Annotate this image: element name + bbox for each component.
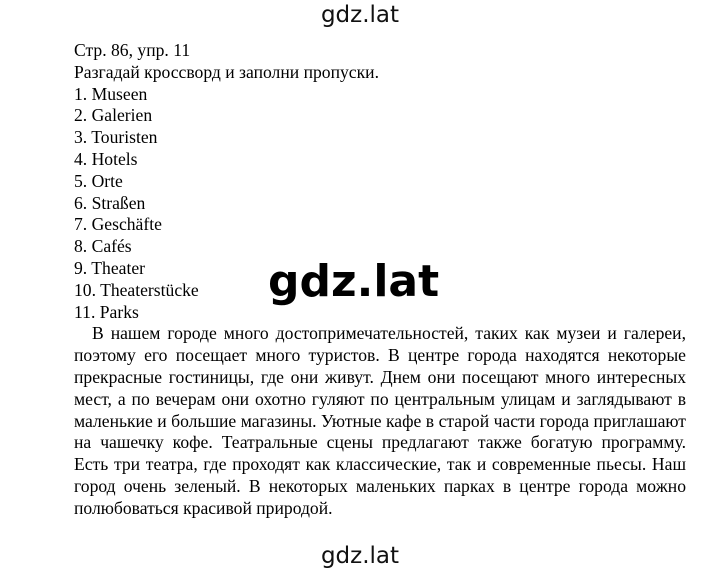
filled-text-paragraph: В нашем городе много достопримечательностей, таких как музеи и галереи, поэтому его посещает много туристов. В центре города находятся некоторые прекрасные гостиницы, где они живут. Днем они посещают много интересных мест, а по вечерам они охотно гуляют по центральным улицам и заглядывают в маленькие и большие магазины. Уютные кафе в старой части города приглашают на чашечку кофе. Театральные сцены предлагают также богатую программу. Есть три театра, где проходят как классические, так и современные пьесы. Наш город очень зеленый. В некоторых маленьких парках в центре города можно полюбоваться красивой природой. bbox=[74, 323, 686, 518]
watermark-center: gdz.lat bbox=[268, 256, 440, 307]
answer-item-10: 10. Theaterstücke bbox=[74, 279, 199, 300]
answer-item-5: 5. Orte bbox=[74, 170, 123, 191]
page-reference: Стр. 86, упр. 11 bbox=[74, 40, 191, 60]
answer-item-8: 8. Cafés bbox=[74, 236, 132, 257]
watermark-top: gdz.lat bbox=[320, 2, 400, 28]
answer-item-7: 7. Geschäfte bbox=[74, 214, 162, 235]
answer-item-4: 4. Hotels bbox=[74, 148, 138, 169]
answer-item-9: 9. Theater bbox=[74, 257, 145, 278]
answer-item-3: 3. Touristen bbox=[74, 127, 158, 148]
answer-item-2: 2. Galerien bbox=[74, 105, 153, 126]
answer-item-6: 6. Straßen bbox=[74, 192, 146, 213]
watermark-bottom: gdz.lat bbox=[320, 543, 400, 569]
answer-item-1: 1. Museen bbox=[74, 83, 148, 104]
answer-item-11: 11. Parks bbox=[74, 301, 139, 322]
task-instruction: Разгадай кроссворд и заполни пропуски. bbox=[74, 61, 379, 82]
